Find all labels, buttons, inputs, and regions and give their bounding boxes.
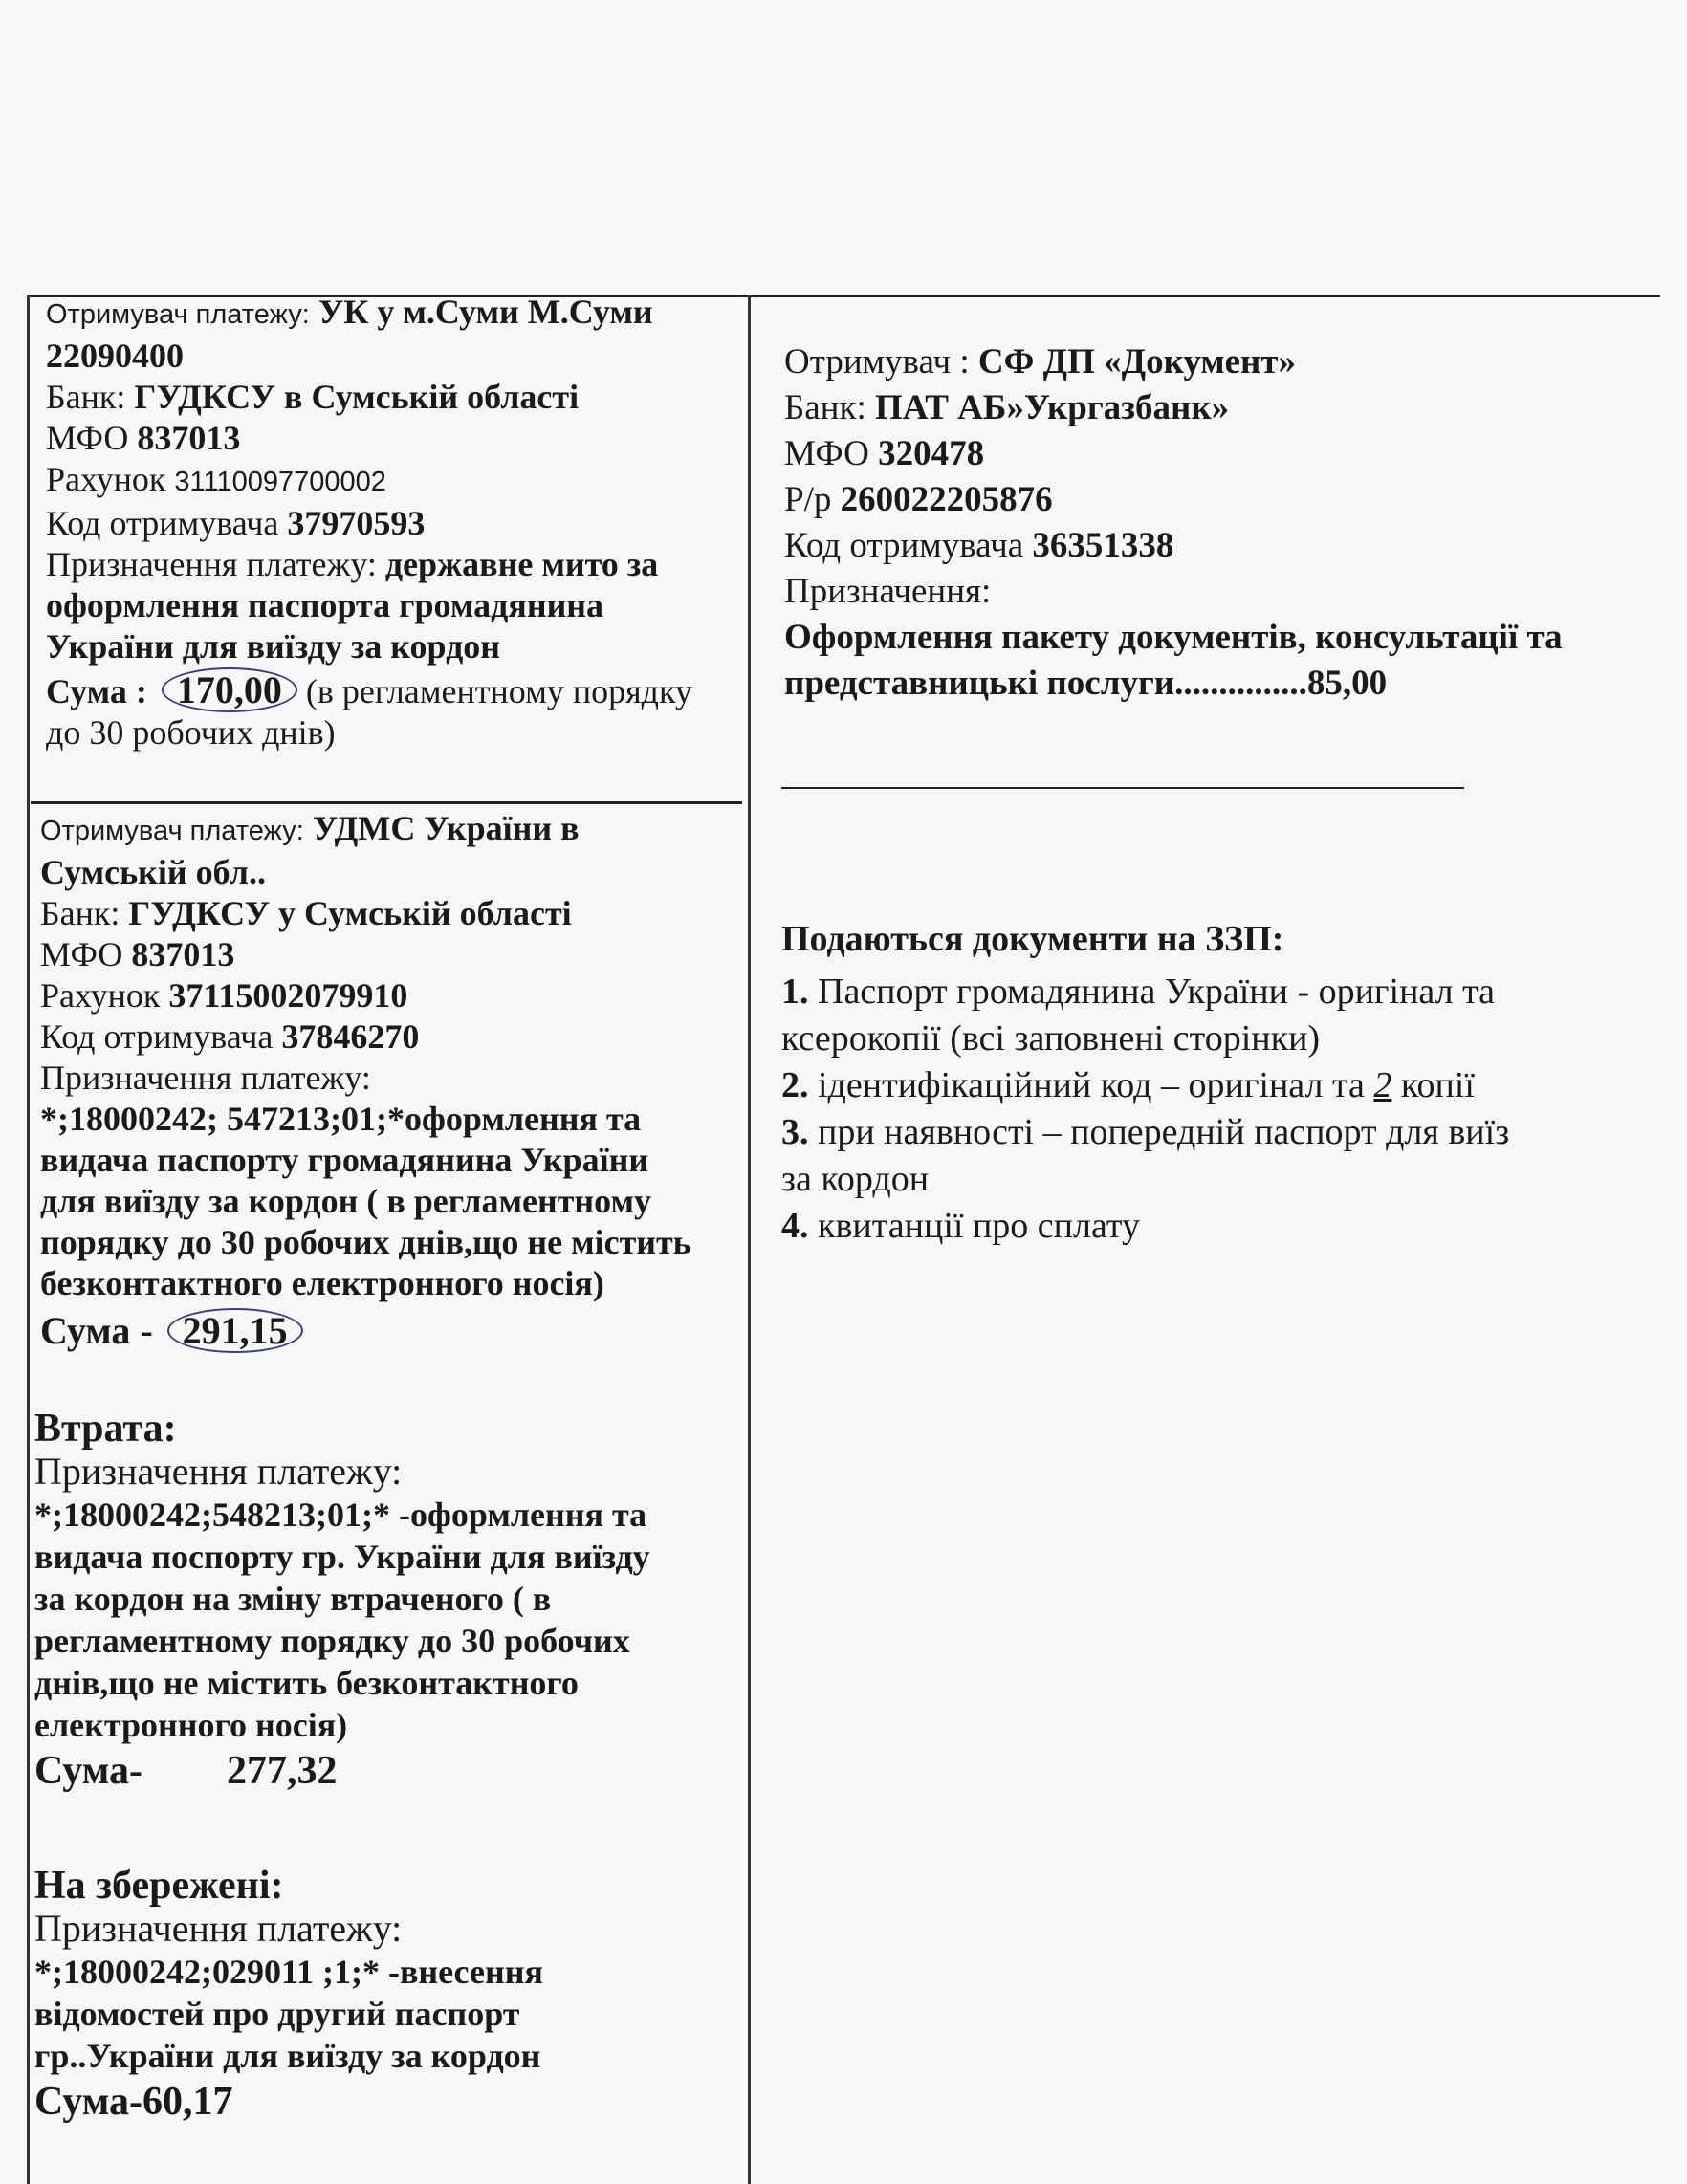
- section-title: На збережені:: [34, 1864, 284, 1908]
- purpose-line: оформлення паспорта громадянина: [46, 586, 604, 624]
- list-item-number: 4.: [781, 1206, 809, 1246]
- mfo-label: МФО: [40, 935, 123, 973]
- purpose-line: видача поспорту гр. України для виїзду: [34, 1538, 650, 1576]
- sum-label: Сума -: [40, 1309, 153, 1352]
- account-value: 37115002079910: [168, 976, 408, 1015]
- code-label: Код отримувача: [40, 1017, 274, 1056]
- list-item-text: за кордон: [781, 1159, 930, 1199]
- bank-label: Банк:: [46, 378, 126, 416]
- mfo-value: 837013: [131, 935, 235, 973]
- list-item-number: 1.: [781, 972, 809, 1012]
- sum-value-circled: 170,00: [162, 667, 297, 712]
- payment-block-passport: [40, 808, 691, 1353]
- sum-label: Сума :: [46, 672, 147, 710]
- documents-checklist: [781, 916, 1509, 1250]
- sum-value-circled: 291,15: [167, 1308, 303, 1353]
- left-border: [27, 295, 30, 2184]
- code-label: Код отримувача: [784, 526, 1024, 565]
- purpose-line: України для виїзду за кордон: [46, 627, 501, 666]
- purpose-label: Призначення платежу:: [40, 1059, 371, 1097]
- recipient-value: УК у м.Суми М.Суми: [318, 293, 653, 331]
- purpose-line: порядку до 30 робочих днів,що не містить: [40, 1223, 691, 1261]
- recipient-label: Отримувач платежу:: [40, 816, 304, 846]
- mfo-label: МФО: [46, 419, 129, 457]
- list-item-number: 3.: [781, 1112, 809, 1152]
- payment-block-state-duty: [46, 292, 692, 753]
- code-value: 37970593: [287, 504, 426, 542]
- left-divider-rule: [31, 801, 742, 804]
- purpose-label: Призначення:: [784, 572, 992, 611]
- purpose-line: за кордон на зміну втраченого ( в: [34, 1580, 552, 1618]
- list-item-text: ідентифікаційний код – оригінал та: [818, 1065, 1365, 1105]
- account-label: Р/р: [784, 480, 832, 519]
- purpose-label: Призначення платежу:: [34, 1907, 403, 1950]
- bank-label: Банк:: [784, 388, 866, 427]
- recipient-value: УДМС України в: [312, 809, 580, 847]
- purpose-label: Призначення платежу:: [46, 545, 377, 583]
- purpose-line: державне мито за: [384, 545, 659, 583]
- list-item-text: копії: [1400, 1065, 1475, 1105]
- list-item-number: 2.: [781, 1065, 809, 1105]
- list-item-text: ксерокопії (всі заповнені сторінки): [781, 1018, 1321, 1059]
- list-item-text: квитанції про сплату: [818, 1206, 1140, 1246]
- purpose-line: безконтактного електронного носія): [40, 1264, 604, 1302]
- right-divider-rule: [781, 787, 1464, 789]
- sum-value: Сума-60,17: [34, 2080, 233, 2124]
- mfo-value: 837013: [137, 419, 241, 457]
- purpose-line: *;18000242;029011 ;1;* -внесення: [34, 1953, 543, 1991]
- purpose-line: *;18000242;548213;01;* -оформлення та: [34, 1496, 647, 1534]
- center-border: [748, 295, 751, 2184]
- checklist-title: Подаються документи на ЗЗП:: [781, 919, 1284, 959]
- bank-value: ПАТ АБ»Укргазбанк»: [874, 388, 1230, 427]
- purpose-line: Оформлення пакету документів, консультації та: [784, 618, 1563, 657]
- mfo-value: 320478: [878, 434, 985, 473]
- payment-block-document-service: [784, 339, 1563, 707]
- purpose-line: днів,що не містить безконтактного: [34, 1664, 579, 1702]
- purpose-line: регламентному порядку до 30 робочих: [34, 1622, 630, 1660]
- purpose-line: відомостей про другий паспорт: [34, 1995, 520, 2033]
- account-value: 260022205876: [840, 480, 1053, 519]
- section-title: Втрата:: [34, 1407, 177, 1451]
- recipient-value: Сумській обл..: [40, 853, 266, 891]
- purpose-line: для виїзду за кордон ( в регламентному: [40, 1182, 651, 1220]
- account-value: 31110097700002: [174, 467, 386, 497]
- list-item-text: при наявності – попередній паспорт для виїз: [818, 1112, 1510, 1152]
- purpose-line: гр..України для виїзду за кордон: [34, 2037, 541, 2075]
- purpose-line: представницькі послуги...............85,00: [784, 664, 1388, 703]
- purpose-line: електронного носія): [34, 1706, 348, 1744]
- sum-value: 277,32: [227, 1749, 338, 1793]
- recipient-value: СФ ДП «Документ»: [977, 342, 1296, 382]
- code-value: 37846270: [281, 1017, 420, 1056]
- account-label: Рахунок: [46, 460, 166, 498]
- recipient-label: Отримувач платежу:: [46, 299, 310, 330]
- payment-block-saved: [34, 1865, 543, 2124]
- purpose-line: видача паспорту громадянина України: [40, 1141, 649, 1179]
- sum-label: Сума-: [34, 1749, 143, 1793]
- bank-label: Банк:: [40, 894, 120, 932]
- list-item-text: Паспорт громадянина України - оригінал та: [818, 972, 1496, 1012]
- mfo-label: МФО: [784, 434, 869, 473]
- code-label: Код отримувача: [46, 504, 279, 542]
- bank-value: ГУДКСУ у Сумській області: [128, 894, 572, 932]
- payment-block-loss: [34, 1408, 650, 1793]
- sum-note: до 30 робочих днів): [46, 713, 336, 752]
- sum-note: (в регламентному порядку: [305, 672, 692, 710]
- bank-value: ГУДКСУ в Сумській області: [134, 378, 580, 416]
- account-label: Рахунок: [40, 976, 161, 1015]
- purpose-label: Призначення платежу:: [34, 1450, 403, 1493]
- code-value: 36351338: [1032, 526, 1174, 565]
- recipient-label: Отримувач :: [784, 342, 970, 382]
- copy-count: 2: [1373, 1065, 1392, 1105]
- purpose-line: *;18000242; 547213;01;*оформлення та: [40, 1100, 642, 1138]
- recipient-code: 22090400: [46, 337, 184, 375]
